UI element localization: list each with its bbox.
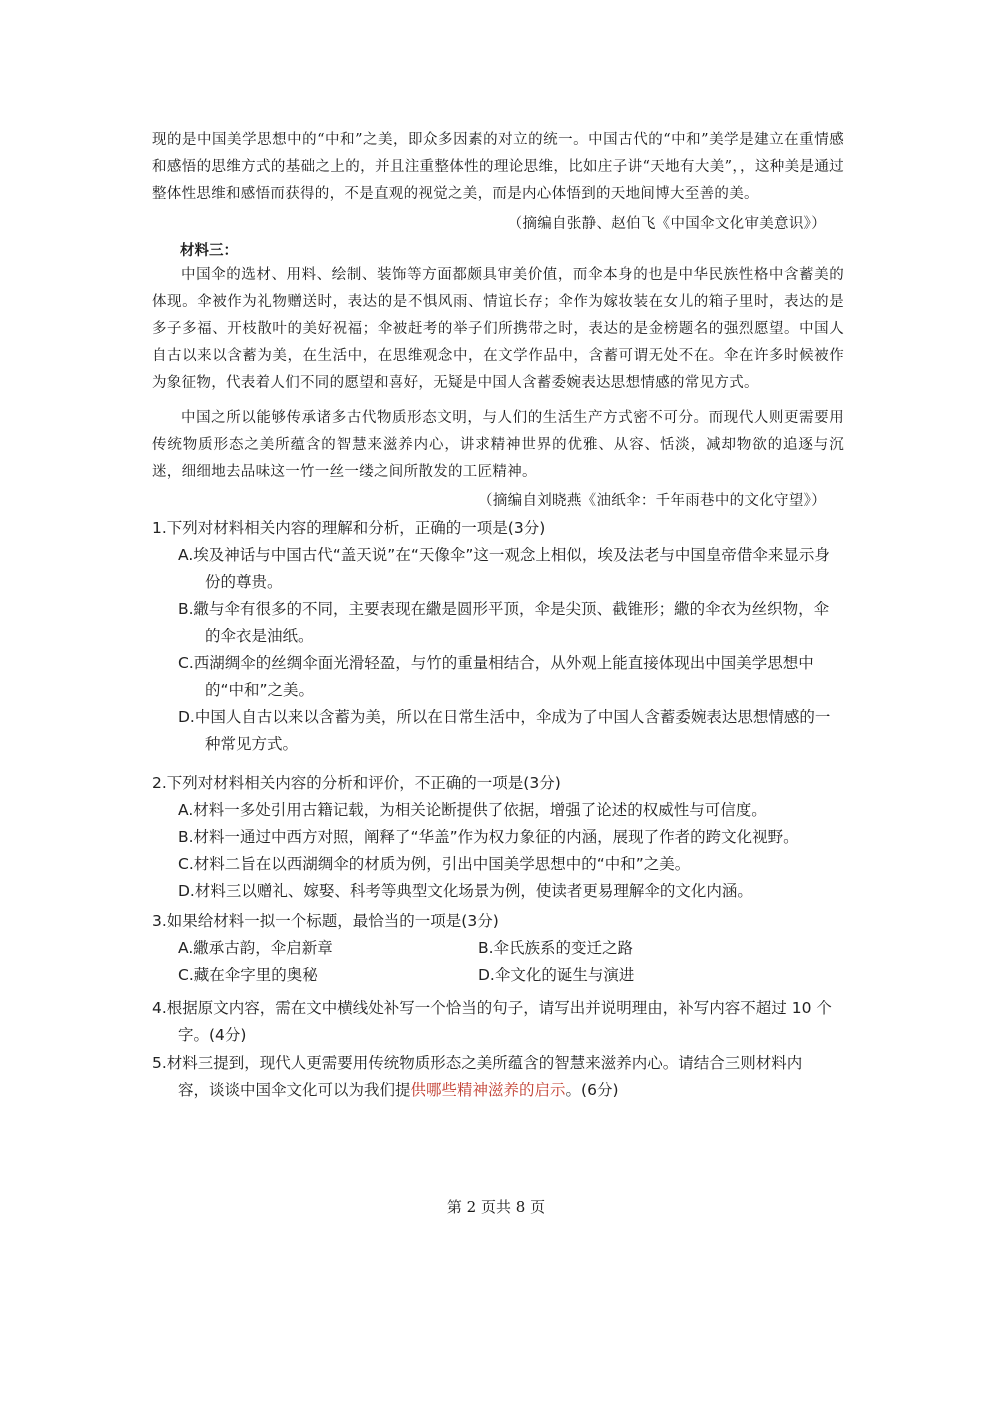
question-2 (152, 770, 844, 905)
question-4 (152, 995, 844, 1049)
material3-paragraph-2: 中国之所以能够传承诸多古代物质形态文明，与人们的生活生产方式密不可分。而现代人则更需要用传统物质形态之美所蕴含的智慧来滋养内心，讲求精神世界的优雅、从容、恬淡，减却物欲的追逐与沉迷，细细地去品味这一竹一丝一缕之间所散发的工匠精神。 (152, 410, 844, 480)
question-4-line-1: 4.根据原文内容，需在文中横线处补写一个恰当的句子，请写出并说明理由，补写内容不超过 10 个 (152, 999, 832, 1017)
question-3-stem: 3.如果给材料一拟一个标题，最恰当的一项是(3分) (152, 912, 499, 930)
question-3-option-c: C.藏在伞字里的奥秘 (178, 966, 318, 984)
material2-paragraph: 现的是中国美学思想中的“中和”之美，即众多因素的对立的统一。中国古代的“中和”美学是建立在重情感和感悟的思维方式的基础之上的，并且注重整体性的理论思维，比如庄子讲“天地有大美”，，这种美是通过整体性思维和感悟而获得的，不是直观的视觉之美，而是内心体悟到的天地间博大至善的美。 (152, 132, 844, 202)
question-1-option-b: B.繖与伞有很多的不同，主要表现在繖是圆形平顶，伞是尖顶、截锥形；繖的伞衣为丝织物，伞的伞衣是油纸。 (178, 600, 830, 645)
question-2-stem: 2.下列对材料相关内容的分析和评价，不正确的一项是(3分) (152, 774, 561, 792)
question-3-options-row-1 (152, 935, 844, 962)
page-number-footer: 第 2 页共 8 页 (446, 1198, 546, 1216)
question-5 (152, 1050, 844, 1104)
question-5-line-2 (152, 1077, 844, 1104)
question-3-option-a: A.繖承古韵，伞启新章 (178, 939, 333, 957)
question-2-option-b: B.材料一通过中西方对照，阐释了“华盖”作为权力象征的内涵，展现了作者的跨文化视野。 (178, 828, 799, 846)
material2-source: （摘编自张静、赵伯飞《中国伞文化审美意识》） (507, 216, 826, 232)
question-2-option-c: C.材料二旨在以西湖绸伞的材质为例，引出中国美学思想中的“中和”之美。 (178, 855, 691, 873)
question-1-option-d: D.中国人自古以来以含蓄为美，所以在日常生活中，伞成为了中国人含蓄委婉表达思想情感的一种常见方式。 (178, 708, 831, 753)
question-3-options-row-2 (152, 962, 844, 989)
question-1-option-c: C.西湖绸伞的丝绸伞面光滑轻盈，与竹的重量相结合，从外观上能直接体现出中国美学思想中的“中和”之美。 (178, 654, 814, 699)
question-1 (152, 515, 844, 758)
material3-heading: 材料三： (180, 242, 238, 259)
material3-source: （摘编自刘晓燕《油纸伞：千年雨巷中的文化守望》） (478, 493, 826, 509)
question-3-option-d: D.伞文化的诞生与演进 (478, 966, 635, 984)
question-3-option-b: B.伞氏族系的变迁之路 (478, 939, 634, 957)
material3-paragraph-1: 中国伞的选材、用料、绘制、装饰等方面都颇具审美价值，而伞本身的也是中华民族性格中含蓄美的体现。伞被作为礼物赠送时，表达的是不惧风雨、情谊长存；伞作为嫁妆装在女儿的箱子里时，表达的是多子多福、开枝散叶的美好祝福；伞被赶考的举子们所携带之时，表达的是金榜题名的强烈愿望。中国人自古以来以含蓄为美，在生活中，在思维观念中，在文学作品中，含蓄可谓无处不在。伞在许多时候被作为象征物，代表着人们不同的愿望和喜好，无疑是中国人含蓄委婉表达思想情感的常见方式。 (152, 267, 844, 391)
question-1-stem: 1.下列对材料相关内容的理解和分析，正确的一项是(3分) (152, 519, 546, 537)
question-3 (152, 908, 844, 989)
question-2-option-a: A.材料一多处引用古籍记载，为相关论断提供了依据，增强了论述的权威性与可信度。 (178, 801, 767, 819)
question-1-option-a: A.埃及神话与中国古代“盖天说”在“天像伞”这一观念上相似，埃及法老与中国皇帝借伞来显示身份的尊贵。 (178, 546, 830, 591)
question-5-line-2-start: 容，谈谈中国伞文化可以为我们提 (178, 1081, 411, 1099)
question-5-line-2-end: 。(6分) (565, 1081, 619, 1099)
question-5-line-1: 5.材料三提到，现代人更需要用传统物质形态之美所蕴含的智慧来滋养内心。请结合三则材料内 (152, 1054, 803, 1072)
question-4-line-2: 字。(4分) (178, 1026, 247, 1044)
question-5-line-2-highlight: 供哪些精神滋养的启示 (410, 1081, 566, 1099)
question-2-option-d: D.材料三以赠礼、嫁娶、科考等典型文化场景为例，使读者更易理解伞的文化内涵。 (178, 882, 753, 900)
